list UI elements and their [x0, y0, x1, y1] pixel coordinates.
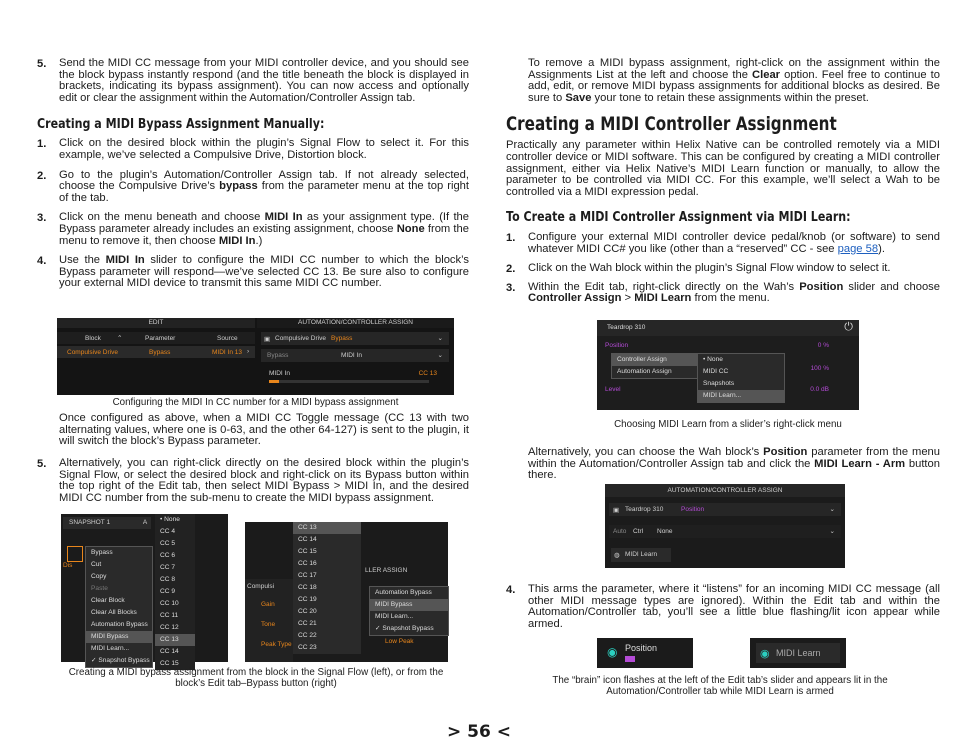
- menu-automation-assign[interactable]: Automation Assign: [617, 368, 672, 375]
- cc-menu-item[interactable]: CC 17: [298, 572, 317, 579]
- manual-step-3: [37, 212, 469, 247]
- menu-midi-bypass[interactable]: MIDI Bypass: [370, 599, 448, 611]
- step-5-send: [37, 58, 469, 104]
- slider-label: MIDI In: [269, 370, 290, 377]
- step-number: 4.: [37, 255, 47, 268]
- cc-menu-item[interactable]: CC 6: [160, 552, 176, 559]
- menu-paste[interactable]: Paste: [91, 585, 108, 592]
- menu-controller-assign[interactable]: Controller Assign: [612, 354, 702, 366]
- slider-fill: [269, 380, 279, 383]
- manual-step-2: [37, 170, 469, 205]
- step-text: Click on the desired block within the plugin’s Signal Flow to select it. For this example, we’ve selected a Compulsive Drive, Distortion block.: [59, 137, 469, 161]
- learn-step-4: [506, 584, 940, 630]
- cc-menu-item[interactable]: CC 4: [160, 528, 176, 535]
- controller-submenu: [697, 353, 785, 403]
- cc-menu-item[interactable]: CC 8: [160, 576, 176, 583]
- cc-menu-item[interactable]: • None: [160, 516, 180, 523]
- cc-menu-item[interactable]: CC 14: [298, 536, 317, 543]
- cc-menu-item[interactable]: CC 13: [155, 634, 195, 646]
- cc-submenu-left: [155, 514, 195, 670]
- step-number: 3.: [37, 212, 47, 225]
- row-parameter: Bypass: [149, 349, 171, 356]
- manual-step-1: [37, 138, 469, 161]
- menu-clear-all[interactable]: Clear All Blocks: [91, 609, 137, 616]
- db-value: 0.0 dB: [810, 386, 829, 393]
- manual-step-4: [37, 255, 469, 290]
- step-text: Go to the plugin’s Automation/Controller Assign tab. If not already selected, choose the Compulsive Drive’s bypass from the parameter menu at the top right of the tab.: [59, 168, 469, 204]
- chevron-down-icon: ⌄: [437, 335, 443, 342]
- page-number: > 56 <: [447, 722, 511, 742]
- chevron-down-icon: ⌄: [829, 528, 835, 535]
- section-title-controller: Creating a MIDI Controller Assignment: [506, 113, 837, 136]
- figure-midi-learn-lit: [750, 638, 846, 668]
- device-select[interactable]: [261, 332, 449, 345]
- menu-automation-bypass[interactable]: Automation Bypass: [91, 621, 148, 628]
- step-text: Use the MIDI In slider to configure the MIDI CC number to which the block’s Bypass parameter will respond—we’ve selected CC 13. Be sure also to configure your external MIDI device to transmit this same MIDI CC number.: [59, 254, 469, 290]
- midi-in-slider[interactable]: [267, 370, 447, 388]
- block-header: [597, 320, 859, 336]
- row-block: Compulsive Drive: [67, 349, 118, 356]
- edit-tab[interactable]: EDIT: [57, 318, 255, 328]
- menu-snapshots[interactable]: Snapshots: [703, 380, 735, 387]
- automation-tab-header[interactable]: AUTOMATION/CONTROLLER ASSIGN: [605, 484, 845, 497]
- figure-automation-tab: [605, 484, 845, 568]
- figure-midi-in-cc-config: [57, 318, 454, 395]
- block-icon[interactable]: [67, 546, 83, 562]
- menu-none[interactable]: • None: [703, 356, 723, 363]
- figure-5-caption: The “brain” icon flashes at the left of the Edit tab’s slider and appears lit in the Automation/Controller tab while MIDI Learn is armed: [552, 675, 888, 697]
- block-name: Teardrop 310: [607, 324, 646, 331]
- block-icon: ▣: [613, 507, 620, 514]
- block-name: Compulsi: [247, 583, 275, 590]
- menu-clear-block[interactable]: Clear Block: [91, 597, 125, 604]
- menu-midi-cc[interactable]: MIDI CC: [703, 368, 729, 375]
- menu-midi-learn[interactable]: MIDI Learn...: [375, 613, 414, 620]
- figure-slider-context-menu: [597, 320, 859, 410]
- step-text: This arms the parameter, where it “listens” for an incoming MIDI CC message (all other MIDI message types are ignored). Within the Edit tab and within the Automation/Controller tab, you’ll see a little blue flashing/lit icon appear while armed.: [528, 583, 940, 630]
- cc-menu-item[interactable]: CC 15: [298, 548, 317, 555]
- cc-menu-item[interactable]: CC 11: [160, 612, 179, 619]
- midi-learn-button[interactable]: [611, 548, 671, 562]
- cc-menu-item[interactable]: CC 14: [160, 648, 179, 655]
- device-name: Compulsive Drive: [275, 335, 326, 342]
- auto-toggle[interactable]: Auto: [613, 528, 627, 535]
- step-number: 1.: [506, 232, 516, 245]
- param-peak: Peak Type: [261, 641, 292, 648]
- step-text: Click on the menu beneath and choose MIDI In as your assignment type. (If the Bypass parameter already includes an existing assignment, choose None from the menu to remove it, then choose MIDI In.): [59, 211, 470, 247]
- section-heading-manual: Creating a MIDI Bypass Assignment Manually:: [37, 116, 325, 133]
- cc-menu-item[interactable]: CC 23: [298, 644, 317, 651]
- tab-label: LLER ASSIGN: [365, 567, 408, 574]
- right-column: [506, 58, 940, 305]
- menu-midi-learn[interactable]: MIDI Learn...: [698, 390, 784, 402]
- step-number: 4.: [506, 584, 516, 596]
- assign-list-row[interactable]: [57, 346, 255, 358]
- edit-params: [245, 579, 293, 662]
- cc-menu-item[interactable]: CC 10: [160, 600, 179, 607]
- pct-value: 100 %: [810, 365, 829, 372]
- step-number: 5.: [37, 58, 47, 70]
- row-source: MIDI In 13: [212, 349, 242, 356]
- slider-track: [269, 380, 429, 383]
- block-context-menu: [85, 546, 153, 668]
- assign-list-header: [57, 332, 255, 344]
- low-peak-value: Low Peak: [385, 638, 414, 645]
- chevron-up-icon: ⌃: [117, 335, 123, 342]
- midi-learn-button[interactable]: [756, 643, 840, 663]
- step-text: Click on the Wah block within the plugin’s Signal Flow window to select it.: [528, 261, 891, 274]
- ctrl-toggle[interactable]: Ctrl: [633, 528, 644, 535]
- para-alternatively: Alternatively, you can choose the Wah block’s Position parameter from the menu within the Automation/Controller Assign tab and click the MIDI Learn - Arm button there.: [528, 446, 940, 482]
- learn-step-3: [506, 282, 940, 305]
- automation-tab[interactable]: AUTOMATION/CONTROLLER ASSIGN: [257, 318, 454, 328]
- cc-menu-item[interactable]: CC 9: [160, 588, 176, 595]
- menu-bypass[interactable]: Bypass: [91, 549, 113, 556]
- step-text: Send the MIDI CC message from your MIDI controller device, and you should see the block bypass instantly respond (and the title beneath the block is displayed in brackets, indicating its bypass assignment). You can now access and optionally edit or clear the assignment within the Automation/Controller Assign tab.: [59, 57, 469, 104]
- midi-in-value: MIDI In: [341, 352, 362, 359]
- figure-1-caption: Configuring the MIDI In CC number for a MIDI bypass assignment: [112, 397, 399, 408]
- param-level: Level: [605, 386, 621, 393]
- block-name: Teardrop 310: [625, 506, 664, 513]
- chevron-right-icon: ›: [247, 348, 250, 355]
- cc-menu-item[interactable]: CC 5: [160, 540, 176, 547]
- step-text: Within the Edit tab, right-click directly on the Wah’s Position slider and choose Controller Assign > MIDI Learn from the menu.: [528, 280, 940, 305]
- brain-icon: ◍: [614, 552, 620, 559]
- col-parameter: Parameter: [145, 335, 176, 342]
- cc-menu-item[interactable]: CC 20: [298, 608, 317, 615]
- slider-fill: [625, 656, 635, 662]
- menu-midi-bypass[interactable]: MIDI Bypass: [86, 631, 152, 643]
- block-label: Dis: [63, 562, 73, 569]
- step-number: 5.: [37, 458, 47, 470]
- col-block: Block: [85, 335, 101, 342]
- left-column: [37, 58, 469, 290]
- cc-menu-item[interactable]: CC 12: [160, 624, 179, 631]
- device-param: Bypass: [331, 335, 353, 342]
- para-once-configured: Once configured as above, when a MIDI CC Toggle message (CC 13 with two alternating values, where one is 0-63, and the other 64-127) is sent to the plugin, it will switch the block’s Bypass parameter.: [59, 412, 469, 448]
- figure-signal-flow-menu: [61, 514, 228, 667]
- cc-menu-item[interactable]: CC 15: [160, 660, 179, 667]
- slider-context-menu: [611, 353, 703, 379]
- step-text: Alternatively, you can right-click directly on the desired block within the plugin’s Signal Flow, or select the desired block and right-click on its Bypass button within the top right of the Edit tab, then select MIDI Bypass > MIDI In, and the desired MIDI CC number from the sub-menu to create the MIDI bypass assignment.: [59, 457, 469, 504]
- param-name: Position: [681, 506, 705, 513]
- menu-cut[interactable]: Cut: [91, 561, 102, 568]
- snapshot-select[interactable]: SNAPSHOT 1: [63, 517, 149, 529]
- position-label: Position: [625, 643, 658, 653]
- figure-position-armed: [597, 638, 693, 668]
- cc-submenu-right: [293, 522, 361, 654]
- figure-2-caption: Creating a MIDI bypass assignment from the block in the Signal Flow (left), or from the block’s Edit tab–Bypass button (right): [68, 667, 444, 689]
- step-5-alternatively: [37, 458, 469, 504]
- bypass-label: Bypass: [267, 352, 289, 359]
- assign-type-select[interactable]: [261, 349, 449, 362]
- menu-automation-bypass[interactable]: Automation Bypass: [375, 589, 432, 596]
- learn-step-2: [506, 263, 940, 275]
- para-remove-assignment: To remove a MIDI bypass assignment, right-click on the assignment within the Assignments List at the left and choose the Clear option. Feel free to continue to add, edit, or remove MIDI bypass assignments for additional blocks as desired. Be sure to Save your tone to retain these assignments within the preset.: [528, 57, 940, 104]
- position-value: 0 %: [817, 342, 829, 349]
- block-icon: ▣: [264, 336, 271, 343]
- menu-snapshot-bypass[interactable]: ✓ Snapshot Bypass: [91, 657, 150, 664]
- assign-type-row: [609, 525, 841, 538]
- figure-edit-tab-bypass-menu: [245, 522, 448, 662]
- step-number: 2.: [37, 169, 47, 182]
- bypass-button-menu: [369, 586, 449, 636]
- none-select[interactable]: None: [657, 528, 673, 535]
- menu-copy[interactable]: Copy: [91, 573, 107, 580]
- learn-step-1: [506, 232, 940, 255]
- cc-menu-item[interactable]: CC 16: [298, 560, 317, 567]
- cc-menu-item[interactable]: CC 19: [298, 596, 317, 603]
- param-position: Position: [605, 342, 629, 349]
- menu-midi-learn[interactable]: MIDI Learn...: [91, 645, 130, 652]
- section-heading-learn: To Create a MIDI Controller Assignment via MIDI Learn:: [506, 209, 851, 226]
- figure-3-caption: Choosing MIDI Learn from a slider’s right-click menu: [614, 419, 842, 430]
- manual-steps-list: [37, 138, 469, 290]
- step-number: 2.: [506, 262, 516, 275]
- step-number: 3.: [506, 281, 516, 294]
- cc-menu-item[interactable]: CC 7: [160, 564, 176, 571]
- parameter-select[interactable]: [609, 503, 841, 516]
- midi-learn-label: MIDI Learn: [776, 648, 821, 658]
- menu-snapshot-bypass[interactable]: ✓ Snapshot Bypass: [375, 625, 434, 632]
- cc-menu-item[interactable]: CC 22: [298, 632, 317, 639]
- col-source: Source: [217, 335, 238, 342]
- para-practically: Practically any parameter within Helix Native can be controlled remotely via a MIDI controller device or MIDI software. This can be configured by creating a MIDI controller assignment, either via Helix Native’s MIDI Learn function or manually, to allow the parameter to be controlled via MIDI CC. For this example, we’ll select a Wah to be controlled via a MIDI expression pedal.: [506, 139, 940, 198]
- cc-menu-item[interactable]: CC 21: [298, 620, 317, 627]
- brain-icon: ◉: [760, 648, 770, 660]
- power-icon[interactable]: ⏻: [844, 321, 853, 333]
- param-tone: Tone: [261, 621, 276, 628]
- cc-menu-item[interactable]: CC 13: [293, 522, 361, 534]
- param-gain: Gain: [261, 601, 275, 608]
- page-58-link[interactable]: page 58: [837, 242, 879, 255]
- slider-value: CC 13: [418, 370, 437, 377]
- step-text: Configure your external MIDI controller device pedal/knob (or software) to send whatever MIDI CC# you like (other than a “reserved” CC - see page 58).: [528, 231, 940, 255]
- snapshot-a[interactable]: A: [139, 517, 151, 529]
- step-number: 1.: [37, 138, 47, 151]
- brain-icon: ◉: [607, 645, 618, 659]
- cc-menu-item[interactable]: CC 18: [298, 584, 317, 591]
- midi-learn-label: MIDI Learn: [625, 551, 658, 558]
- chevron-down-icon: ⌄: [829, 506, 835, 513]
- chevron-down-icon: ⌄: [437, 352, 443, 359]
